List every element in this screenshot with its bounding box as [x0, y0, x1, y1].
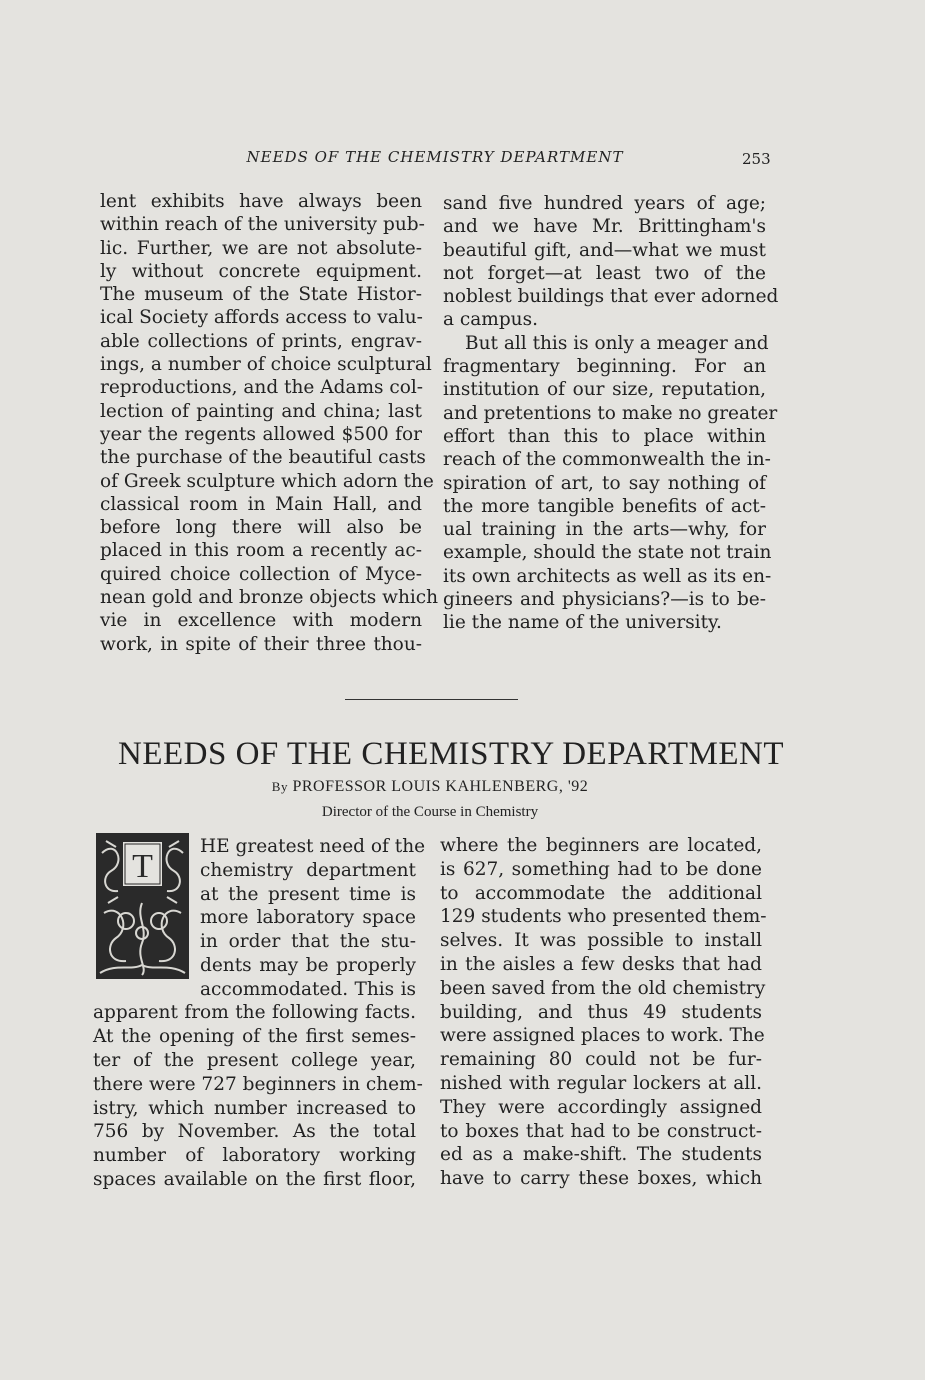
- byline-prefix: By: [271, 779, 288, 794]
- text-line: ed as a make-shift. The students: [440, 1144, 762, 1166]
- text-line: 129 students who presented them-: [440, 906, 767, 928]
- text-line: spaces available on the first floor,: [93, 1169, 416, 1191]
- text-line: quired choice collection of Myce-: [100, 563, 422, 585]
- text-line: chemistry department: [200, 859, 416, 881]
- text-line: been saved from the old chemistry: [440, 977, 766, 999]
- text-line: vie in excellence with modern: [100, 610, 422, 632]
- text-line: the more tangible benefits of act-: [443, 495, 766, 517]
- text-line: But all this is only a meager and: [465, 332, 769, 354]
- text-line: selves. It was possible to install: [440, 930, 762, 952]
- text-line: lie the name of the university.: [443, 612, 722, 634]
- text-line: remaining 80 could not be fur-: [440, 1049, 762, 1071]
- article-title: NEEDS OF THE CHEMISTRY DEPARTMENT: [118, 736, 785, 772]
- text-line: before long there will also be: [100, 517, 422, 539]
- text-line: They were accordingly assigned: [440, 1096, 762, 1118]
- text-line: The museum of the State Histor-: [100, 284, 422, 306]
- text-line: and pretentions to make no greater: [443, 402, 778, 424]
- text-line: HE greatest need of the: [200, 836, 426, 857]
- text-line: within reach of the university pub-: [100, 214, 425, 236]
- text-line: the purchase of the beautiful casts: [100, 447, 426, 469]
- text-line: institution of our size, reputation,: [443, 379, 766, 401]
- text-line: spiration of art, to say nothing of: [443, 472, 766, 494]
- text-line: of Greek sculpture which adorn the: [100, 470, 434, 492]
- text-line: in the aisles a few desks that had: [440, 953, 762, 975]
- text-line: to accommodate the additional: [440, 882, 762, 904]
- article-column-2: [440, 834, 767, 1191]
- text-line: noblest buildings that ever adorned: [443, 286, 779, 308]
- page-number: 253: [742, 150, 771, 168]
- text-line: gineers and physicians?—is to be-: [443, 589, 766, 611]
- text-line: ter of the present college year,: [93, 1049, 416, 1071]
- text-line: reach of the commonwealth the in-: [443, 449, 771, 471]
- text-line: more laboratory space: [200, 907, 416, 929]
- text-line: apparent from the following facts.: [93, 1002, 416, 1023]
- text-line: lent exhibits have always been: [100, 191, 422, 212]
- text-line: ings, a number of choice sculptural: [100, 354, 432, 376]
- drop-cap-ornament-icon: [96, 833, 189, 979]
- section-divider: [345, 699, 518, 700]
- text-line: nished with regular lockers at all.: [440, 1072, 762, 1094]
- author-subtitle: Director of the Course in Chemistry: [321, 804, 539, 820]
- text-line: is 627, something had to be done: [440, 858, 762, 880]
- text-line: its own architects as well as its en-: [443, 565, 772, 587]
- byline-author: PROFESSOR LOUIS KAHLENBERG, '92: [292, 778, 589, 795]
- prev-article-column-2: [443, 192, 779, 635]
- article-column-1-wrap: [200, 835, 426, 1002]
- text-line: ual training in the arts—why, for: [443, 519, 766, 541]
- text-line: istry, which number increased to: [93, 1097, 416, 1119]
- text-line: classical room in Main Hall, and: [100, 493, 422, 515]
- text-line: a campus.: [443, 309, 538, 331]
- text-line: to boxes that had to be construct-: [440, 1120, 762, 1142]
- running-head: NEEDS OF THE CHEMISTRY DEPARTMENT: [246, 148, 624, 166]
- text-line: sand five hundred years of age;: [443, 193, 766, 214]
- text-line: and we have Mr. Brittingham's: [443, 216, 766, 238]
- text-line: placed in this room a recently ac-: [100, 540, 422, 562]
- article-column-1: [93, 1001, 423, 1192]
- text-line: where the beginners are located,: [440, 835, 762, 856]
- text-line: dents may be properly: [200, 954, 416, 976]
- text-line: beautiful gift, and—what we must: [443, 239, 766, 261]
- text-line: number of laboratory working: [93, 1145, 416, 1167]
- text-line: work, in spite of their three thou-: [100, 633, 422, 655]
- text-line: accommodated. This is: [200, 978, 416, 1000]
- prev-article-column-1: [100, 190, 439, 656]
- text-line: effort than this to place within: [443, 425, 766, 447]
- drop-cap-letter: T: [132, 848, 153, 885]
- text-line: not forget—at least two of the: [443, 262, 766, 284]
- text-line: example, should the state not train: [443, 542, 772, 564]
- text-line: ly without concrete equipment.: [100, 260, 422, 282]
- text-line: At the opening of the first semes-: [93, 1025, 416, 1047]
- text-line: able collections of prints, engrav-: [100, 330, 422, 352]
- text-line: in order that the stu-: [200, 931, 416, 953]
- text-line: have to carry these boxes, which: [440, 1168, 762, 1190]
- text-line: nean gold and bronze objects which: [100, 587, 439, 609]
- text-line: lic. Further, we are not absolute-: [100, 237, 422, 259]
- text-line: 756 by November. As the total: [93, 1121, 416, 1143]
- text-line: building, and thus 49 students: [440, 1001, 762, 1023]
- text-line: at the present time is: [200, 883, 416, 905]
- text-line: there were 727 beginners in chem-: [93, 1073, 423, 1095]
- ornamental-drop-cap: [96, 833, 189, 979]
- text-line: reproductions, and the Adams col-: [100, 377, 424, 399]
- text-line: fragmentary beginning. For an: [443, 356, 766, 378]
- text-line: were assigned places to work. The: [440, 1025, 765, 1047]
- text-line: lection of painting and china; last: [100, 400, 422, 422]
- text-line: ical Society affords access to valu-: [100, 307, 423, 329]
- text-line: year the regents allowed $500 for: [100, 423, 422, 445]
- byline: [230, 778, 630, 796]
